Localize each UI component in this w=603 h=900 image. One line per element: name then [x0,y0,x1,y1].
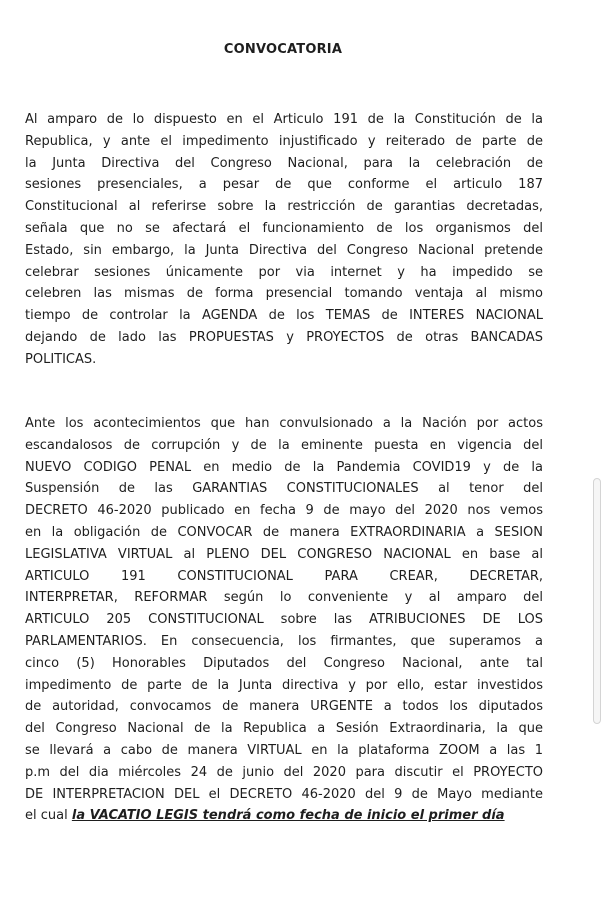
last-line-prefix: el cual [25,808,68,824]
paragraph-2-line: Ante los acontecimientos que han convulsionado a la Nación por actos [25,416,543,431]
paragraph-2-line: LEGISLATIVA VIRTUAL al PLENO DEL CONGRESO NACIONAL en base al [25,546,543,562]
paragraph-1-line: POLITICAS. [25,351,97,367]
paragraph-2-line: en la obligación de CONVOCAR de manera EXTRAORDINARIA a SESION [25,524,543,540]
paragraph-1-line: Estado, sin embargo, la Junta Directiva del Congreso Nacional pretende [25,242,543,258]
paragraph-2-line: Suspensión de las GARANTIAS CONSTITUCIONALES al tenor del [25,481,543,497]
paragraph-2-line: se llevará a cabo de manera VIRTUAL en la plataforma ZOOM a las 1 [25,742,543,758]
paragraph-2-line: p.m del dia miércoles 24 de junio del 2020 para discutir el PROYECTO [25,764,543,780]
paragraph-1-line: dejando de lado las PROPUESTAS y PROYECTOS de otras BANCADAS [25,329,543,345]
paragraph-1-line: celebrar sesiones únicamente por via internet y ha impedido se [25,264,543,280]
paragraph-2-line: impedimento de parte de la Junta directiva y por ello, estar investidos [25,677,543,693]
paragraph-2-line: escandalosos de corrupción y de la eminente puesta en vigencia del [25,437,543,453]
paragraph-2-line: de autoridad, convocamos de manera URGENTE a todos los diputados [25,699,543,715]
paragraph-2-line: cinco (5) Honorables Diputados del Congreso Nacional, ante tal [25,655,543,671]
paragraph-2 [25,413,543,827]
paragraph-2-line: INTERPRETAR, REFORMAR según lo conveniente y al amparo del [25,590,543,606]
paragraph-2-line: ARTICULO 191 CONSTITUCIONAL PARA CREAR, DECRETAR, [25,568,543,584]
paragraph-1-line: Republica, y ante el impedimento injustificado y reiterado de parte de [25,133,543,149]
paragraph-1-line: señala que no se afectará el funcionamiento de los organismos del [25,220,543,236]
paragraph-2-line: DECRETO 46-2020 publicado en fecha 9 de mayo del 2020 nos vemos [25,503,543,519]
paragraph-2-last-line [25,805,543,827]
paragraph-1-line: la Junta Directiva del Congreso Nacional, para la celebración de [25,155,543,171]
paragraph-2-line: del Congreso Nacional de la Republica a Sesión Extraordinaria, la que [25,721,543,737]
document-title: CONVOCATORIA [223,42,343,57]
vacatio-legis-emphasis: la VACATIO LEGIS tendrá como fecha de inicio el primer día [71,808,505,824]
paragraph-1-line: tiempo de controlar la AGENDA de los TEMAS de INTERES NACIONAL [25,308,543,324]
paragraph-2-line: PARLAMENTARIOS. En consecuencia, los firmantes, que superamos a [25,633,543,649]
paragraph-1-line: celebren las mismas de forma presencial tomando ventaja al mismo [25,286,543,302]
paragraph-1-line: Al amparo de lo dispuesto en el Articulo 191 de la Constitución de la [25,112,543,127]
scrollbar[interactable] [593,478,601,724]
paragraph-2-line: ARTICULO 205 CONSTITUCIONAL sobre las ATRIBUCIONES DE LOS [25,612,543,628]
paragraph-1 [25,109,543,371]
paragraph-2-line: NUEVO CODIGO PENAL en medio de la Pandemia COVID19 y de la [25,459,543,475]
paragraph-1-line: sesiones presenciales, a pesar de que conforme el articulo 187 [25,177,543,193]
paragraph-2-line: DE INTERPRETACION DEL el DECRETO 46-2020 del 9 de Mayo mediante [25,786,543,802]
paragraph-1-line: Constitucional al referirse sobre la restricción de garantias decretadas, [25,199,543,215]
